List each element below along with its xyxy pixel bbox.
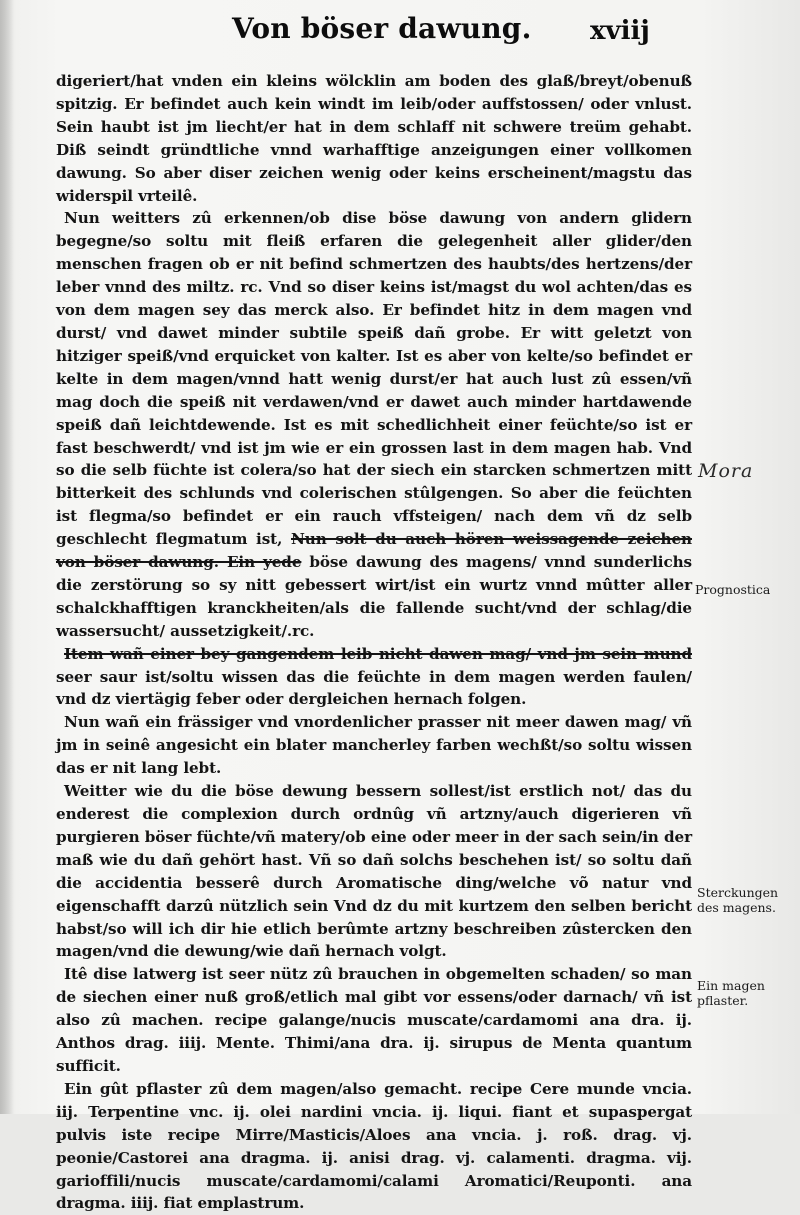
paragraph-remedy: Weitter wie du die böse dewung bessern sollest/ist erstlich not/ das du enderest die complexion durch ordnûg vñ artzny/auch digerieren vñ purgieren böser füchte/vñ matery/ob eine oder meer in der sach sein/in der maß wie du dañ gehört hast. Vñ so dañ solchs beschehen ist/ so soltu dañ die accidentia besserê durch Aromatische ding/welche võ natur vnd eigenschafft darzû nützlich sein Vnd dz du mit kurtzem den selben bericht habst/so will ich dir hie etlich berûmte artzny beschreiben zûstercken den magen/vnd die dewung/wie dañ hernach volgt. bbox=[56, 782, 692, 961]
handwritten-annotation: Mora bbox=[698, 460, 754, 482]
margin-note-ein-magen-pflaster: Ein magen pflaster. bbox=[697, 978, 765, 1008]
page-header bbox=[0, 8, 800, 58]
struck-through-passage: Nun solt du auch hören weissagende zeichen von böser dawung. Ein yede bbox=[56, 530, 693, 572]
paragraph-prognosis-text: seer saur ist/soltu wissen das die feüchte in dem magen werden faulen/ vnd dz viertägig feber oder dergleichen hernach folgen. bbox=[56, 667, 692, 709]
running-head: Von böser dawung. bbox=[232, 12, 532, 45]
folio-number: xviij bbox=[590, 16, 650, 46]
paragraph-recognition-text: Nun weitters zû erkennen/ob dise böse dawung von andern glidern begegne/so soltu mit fleiß erfaren die gelegenheit aller glider/den menschen fragen ob er nit befind schmertzen des haubts/des hertzens/der leber vnnd des miltz. rc. Vnd so diser keins ist/magst du wol achten/das es von dem magen sey das merck also. Er befindet hitz in dem magen vnd durst/ vnd dawet minder subtile speiß dañ grobe. Er witt geletzt von hitziger speiß/vnd erquicket von kalter. Ist es aber von kelte/so befindet er kelte in dem magen/vnnd hatt wenig durst/er hat auch lust zû essen/vñ mag doch die speiß nit verdawen/vnd er dawet auch minder hartdawende speiß dañ leichtdewende. Ist es mit schedlichheit einer feüchte/so ist er fast beschwerdt/ vnd ist jm wie er ein grossen last in dem magen hab. Vnd so die selb füchte ist colera/so hat der siech ein starcken schmertzen mitt bitterkeit des schlunds vnd colerischen stûlgengen. So aber die feüchten ist flegma/so befindet er ein rauch vffsteigen/ nach dem vñ dz selb geschlecht flegmatum ist, bbox=[56, 209, 692, 549]
paragraph-glutton: Nun wañ ein frässiger vnd vnordenlicher prasser nit meer dawen mag/ vñ jm in seinê angesicht ein blater mancherley farben wechßt/so soltu wissen das er nit lang lebt. bbox=[56, 713, 692, 778]
margin-note-prognostica: Prognostica bbox=[695, 582, 771, 597]
paragraph-plaster-recipe: Ein gût pflaster zû dem magen/also gemacht. recipe Cere munde vncia. iij. Terpentine vnc. ij. olei nardini vncia. ij. liqui. fiant et supaspergat pulvis iste recipe Mirre/Masticis/Aloes ana vncia. j. roß. drag. vj. peonie/Castorei ana dragma. ij. anisi drag. vj. calamenti. dragma. vij. garioffili/nucis muscate/cardamomi/calami Aromatici/Reuponti. ana dragma. iiij. fiat emplastrum. bbox=[56, 1079, 692, 1213]
paragraph-digestion-signs: digeriert/hat vnden ein kleins wölcklin am boden des glaß/breyt/obenuß spitzig. Er befindet auch kein windt im leib/oder auffstossen/ oder vnlust. Sein haubt ist jm liecht/er hat in dem schlaff nit schwere treüm gehabt. Diß seindt gründtliche vnnd warhafftige anzeigungen einer vollkomen dawung. So aber diser zeichen wenig oder keins erscheinent/magstu das widerspil vrteilê. bbox=[56, 72, 692, 205]
paragraph-prognosis bbox=[56, 643, 692, 712]
paragraph-recognition-continued: böse dawung des magens/ vnnd sunderlichs die zerstörung so sy nitt gebessert wirt/ist ein wurtz vnnd mûtter aller schalckhafftigen kranckheiten/als die fallende sucht/vnd der schlag/die wassersucht/ aussetzigkeit/.rc. bbox=[56, 553, 692, 640]
struck-through-line: Item wañ einer bey gangendem leib nicht dawen mag/ vnd jm sein mund bbox=[64, 644, 692, 663]
margin-note-sterckungen: Sterckungen des magens. bbox=[697, 885, 779, 915]
paragraph-latwerg-recipe: Itê dise latwerg ist seer nütz zû brauchen in obgemelten schaden/ so man de siechen einer nuß groß/etlich mal gibt vor essens/oder darnach/ vñ ist also zû machen. recipe galange/nucis muscate/cardamomi ana dra. ij. Anthos drag. iiij. Mente. Thimi/ana dra. ij. sirupus de Menta quantum sufficit. bbox=[56, 965, 692, 1075]
paragraph-recognition bbox=[56, 207, 692, 642]
body-text bbox=[56, 70, 692, 1215]
